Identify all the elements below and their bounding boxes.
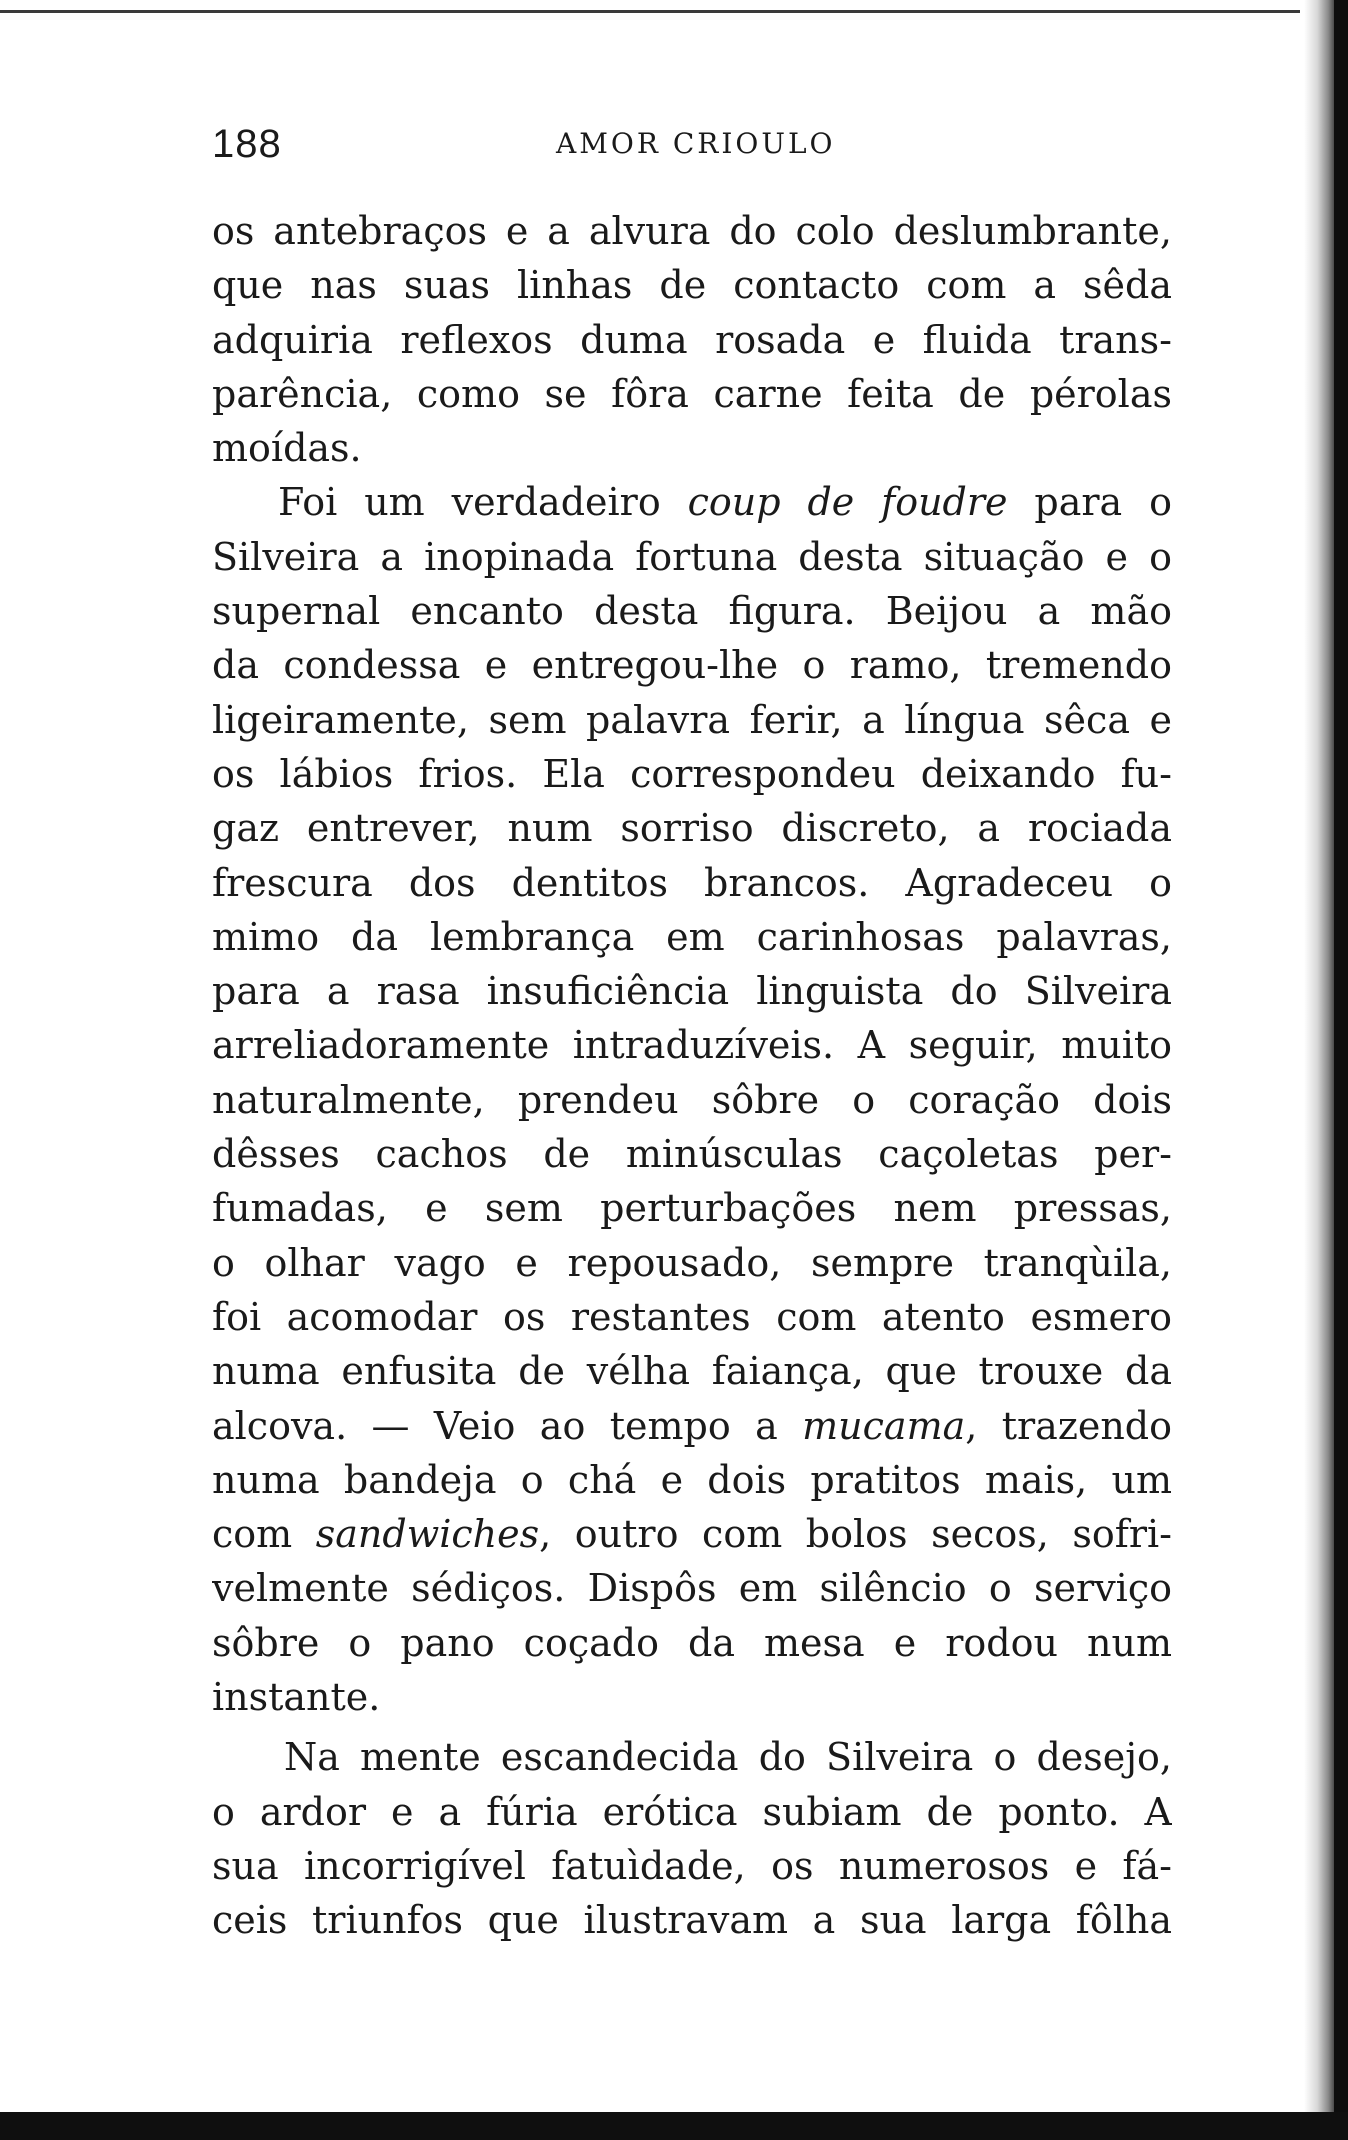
- text-line: gaz entrever, num sorriso discreto, a rociada: [212, 806, 1172, 851]
- text-line: ceis triunfos que ilustravam a sua larga fôlha: [212, 1898, 1172, 1943]
- italic-term: sandwiches: [315, 1512, 540, 1557]
- text-line: numa bandeja o chá e dois pratitos mais, um: [212, 1457, 1172, 1502]
- text-line: parência, como se fôra carne feita de pérolas: [212, 371, 1172, 416]
- text-line: sôbre o pano coçado da mesa e rodou num: [212, 1620, 1172, 1665]
- text-line: supernal encanto desta figura. Beijou a mão: [212, 589, 1172, 634]
- text-line: velmente sédiços. Dispôs em silêncio o serviço: [212, 1566, 1172, 1611]
- bottom-scan-edge: [0, 2112, 1348, 2140]
- text-line: [212, 1507, 1172, 1561]
- text-run: , outro com bolos secos, sofri-: [539, 1512, 1172, 1557]
- right-binding-edge: [1334, 0, 1348, 2140]
- text-line: [212, 475, 1172, 529]
- text-line: moídas.: [212, 426, 362, 471]
- text-line: naturalmente, prendeu sôbre o coração dois: [212, 1077, 1172, 1122]
- text-line: instante.: [212, 1675, 381, 1720]
- text-line: ligeiramente, sem palavra ferir, a língua sêca e: [212, 697, 1172, 742]
- italic-term: mucama: [802, 1403, 966, 1448]
- text-line: o ardor e a fúria erótica subiam de ponto. A: [212, 1789, 1172, 1834]
- text-line: foi acomodar os restantes com atento esmero: [212, 1294, 1172, 1339]
- text-line: para a rasa insuficiência linguista do Silveira: [212, 969, 1172, 1014]
- top-scan-edge: [0, 10, 1300, 13]
- text-run: , trazendo: [965, 1403, 1172, 1448]
- text-run: Foi um verdadeiro: [278, 480, 688, 525]
- text-line: numa enfusita de vélha faiança, que trouxe da: [212, 1349, 1172, 1394]
- page-number: 188: [212, 122, 282, 166]
- italic-term: coup de foudre: [687, 480, 1008, 525]
- text-line: frescura dos dentitos brancos. Agradeceu o: [212, 860, 1172, 905]
- text-line: da condessa e entregou-lhe o ramo, tremendo: [212, 643, 1172, 688]
- text-line: Silveira a inopinada fortuna desta situação e o: [212, 534, 1172, 579]
- text-line: [212, 1399, 1172, 1453]
- text-line: arreliadoramente intraduzíveis. A seguir, muito: [212, 1023, 1172, 1068]
- text-line: os antebraços e a alvura do colo deslumbrante,: [212, 209, 1172, 253]
- body-text: [212, 204, 1172, 1948]
- text-line: os lábios frios. Ela correspondeu deixando fu-: [212, 751, 1172, 796]
- text-line: adquiria reflexos duma rosada e fluida trans-: [212, 317, 1172, 362]
- text-line: mimo da lembrança em carinhosas palavras,: [212, 914, 1172, 959]
- text-line: sua incorrigível fatuìdade, os numerosos e fá-: [212, 1843, 1172, 1888]
- running-head: AMOR CRIOULO: [556, 127, 836, 160]
- text-run: para o: [1007, 480, 1172, 525]
- page-header: [212, 116, 1180, 172]
- text-line: dêsses cachos de minúsculas caçoletas per-: [212, 1132, 1172, 1177]
- text-line: Na mente escandecida do Silveira o desejo,: [284, 1735, 1172, 1780]
- text-line: fumadas, e sem perturbações nem pressas,: [212, 1186, 1172, 1231]
- text-line: o olhar vago e repousado, sempre tranqùila,: [212, 1240, 1172, 1285]
- text-run: com: [212, 1512, 316, 1557]
- text-line: que nas suas linhas de contacto com a sêda: [212, 263, 1172, 308]
- text-run: alcova. — Veio ao tempo a: [212, 1403, 803, 1448]
